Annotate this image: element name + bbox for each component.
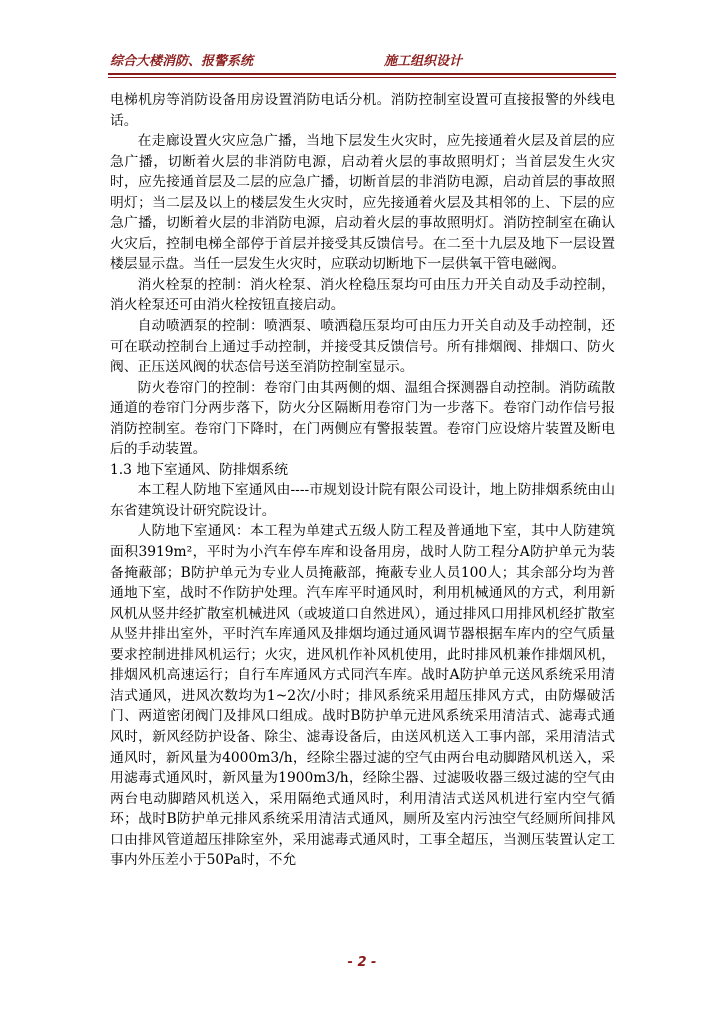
page-header [108, 50, 616, 70]
header-section-title: 施工组织设计 [384, 54, 463, 69]
body-paragraph: 人防地下室通风：本工程为单建式五级人防工程及普通地下室，其中人防建筑面积3919m²，平时为小汽车停车库和设备用房，战时人防工程分A防护单元为装备掩蔽部；B防护单元为专业人员掩蔽部，掩蔽专业人员100人；其余部分均为普通地下室，战时不作防护处理。汽车库平时通风时，利用机械通风的方式，利用新风机从竖井经扩散室机械进风（或坡道口自然进风），通过排风口用排风机经扩散室从竖井排出室外，平时汽车库通风及排烟均通过通风调节器根据车库内的空气质量要求控制进排风机运行；火灾，进风机作补风机使用，此时排风机兼作排烟风机，排烟风机高速运行；自行车库通风方式同汽车库。战时A防护单元送风系统采用清洁式通风，进风次数均为1~2次/小时；排风系统采用超压排风方式，由防爆破活门、两道密闭阀门及排风口组成。战时B防护单元进风系统采用清洁式、滤毒式通风时，新风经防护设备、除尘、滤毒设备后，由送风机送入工事内部，采用清洁式通风时，新风量为4000m3/h，经除尘器过滤的空气由两台电动脚踏风机送入，采用滤毒式通风时，新风量为1900m3/h，经除尘器、过滤吸收器三级过滤的空气由两台电动脚踏风机送入，采用隔绝式通风时，利用清洁式送风机进行室内空气循环；战时B防护单元排风系统采用清洁式通风，厕所及室内污浊空气经厕所间排风口由排风管道超压排除室外，采用滤毒式通风时，工事全超压，当测压装置认定工事内外压差小于50Pa时，不允 [110, 523, 615, 869]
body-paragraph: 消火栓泵的控制：消火栓泵、消火栓稳压泵均可由压力开关自动及手动控制，消火栓泵还可由消火栓按钮直接启动。 [110, 276, 615, 314]
document-body [110, 90, 615, 871]
page-number: - 2 - [347, 955, 377, 970]
header-rule-thin [108, 77, 616, 78]
body-paragraph: 电梯机房等消防设备用房设置消防电话分机。消防控制室设置可直接报警的外线电话。 [110, 92, 615, 129]
body-paragraph: 在走廊设置火灾应急广播，当地下层发生火灾时，应先接通着火层及首层的应急广播，切断着火层的非消防电源，启动着火层的事故照明灯；当首层发生火灾时，应先接通首层及二层的应急广播，切断首层的非消防电源，启动首层的事故照明灯；当二层及以上的楼层发生火灾时，应先接通着火层及其相邻的上、下层的应急广播，切断着火层的非消防电源，启动着火层的事故照明灯。消防控制室在确认火灾后，控制电梯全部停于首层并接受其反馈信号。在二至十九层及地下一层设置楼层显示盘。当任一层发生火灾时，应联动切断地下一层供氧干管电磁阀。 [110, 133, 615, 273]
body-paragraph: 自动喷洒泵的控制：喷洒泵、喷洒稳压泵均可由压力开关自动及手动控制，还可在联动控制台上通过手动控制，并接受其反馈信号。所有排烟阀、排烟口、防火阀、正压送风阀的状态信号送至消防控制室显示。 [110, 318, 615, 376]
header-document-title: 综合大楼消防、报警系统 [110, 54, 254, 69]
body-paragraph: 本工程人防地下室通风由----市规划设计院有限公司设计，地上防排烟系统由山东省建筑设计研究院设计。 [110, 482, 615, 519]
section-heading: 1.3 地下室通风、防排烟系统 [110, 461, 289, 478]
body-paragraph: 防火卷帘门的控制：卷帘门由其两侧的烟、温组合探测器自动控制。消防疏散通道的卷帘门分两步落下，防火分区隔断用卷帘门为一步落下。卷帘门动作信号报消防控制室。卷帘门下降时，在门两侧应有警报装置。卷帘门应设熔片装置及断电后的手动装置。 [110, 379, 615, 458]
header-rule [108, 73, 616, 75]
